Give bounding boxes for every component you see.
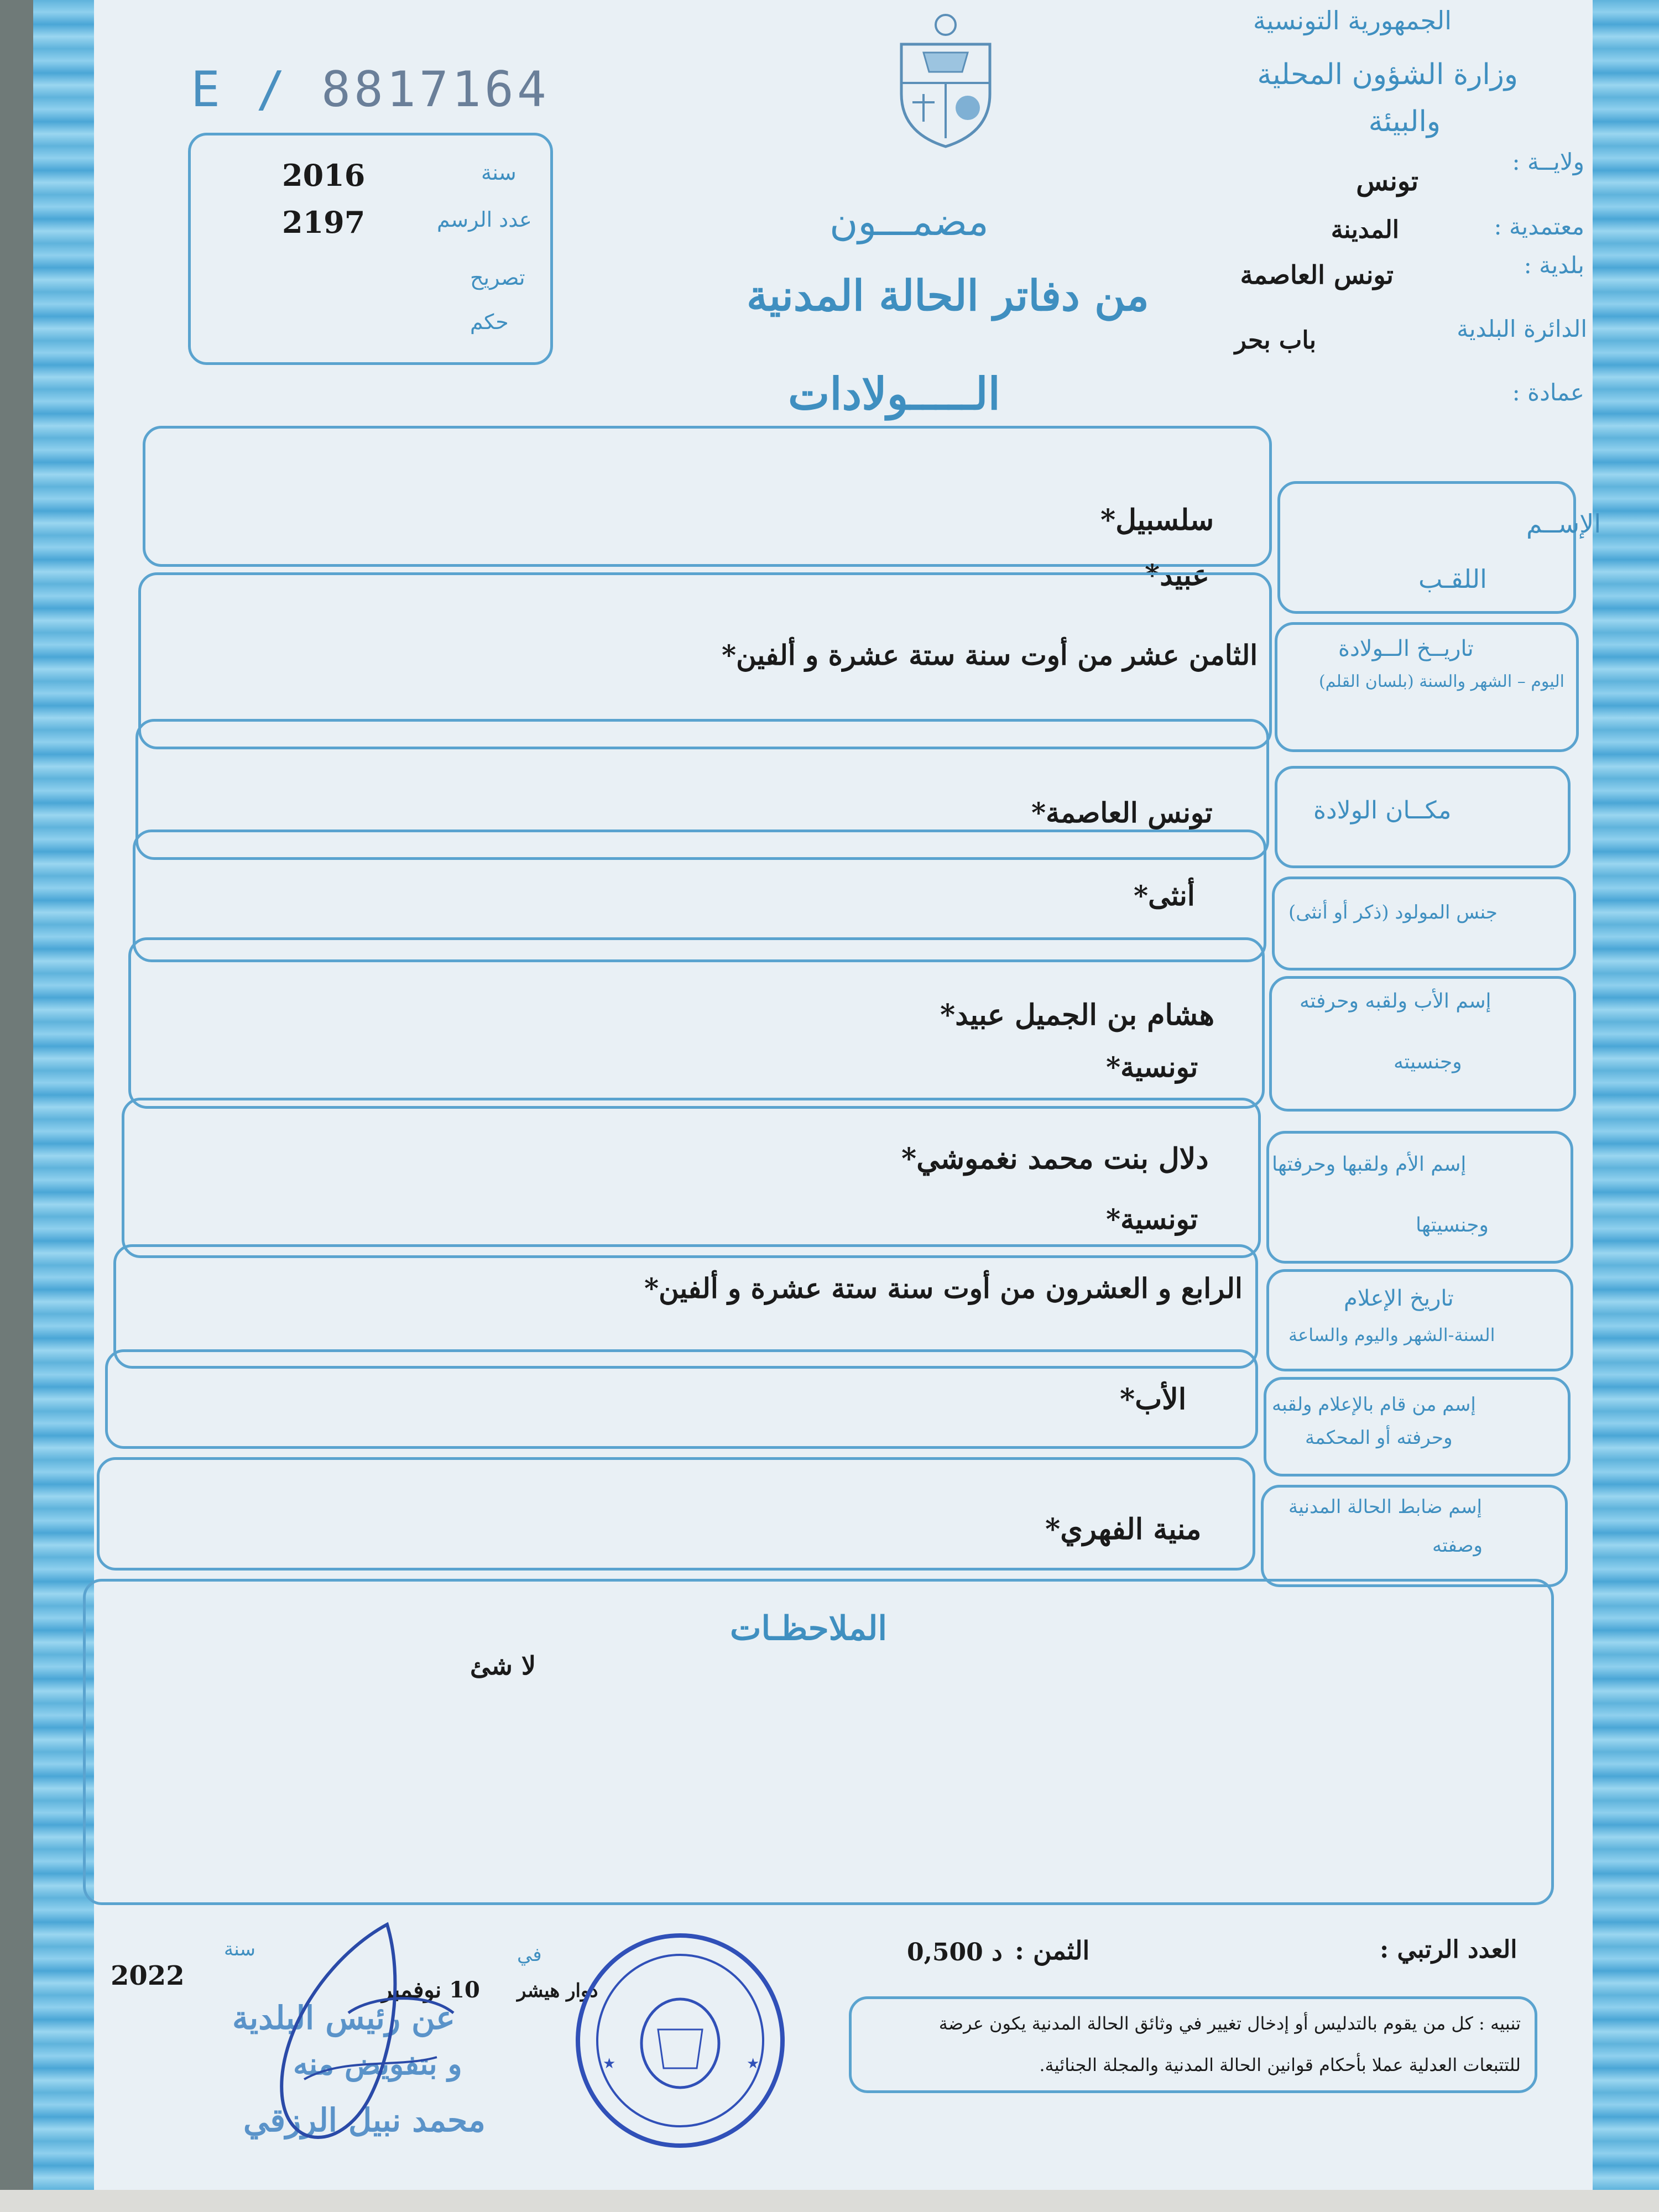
municipal-district-label: الدائرة البلدية bbox=[1457, 315, 1587, 342]
svg-text:★: ★ bbox=[747, 2056, 760, 2072]
republic-label: الجمهورية التونسية bbox=[1253, 6, 1452, 35]
remarks-title: الملاحظـات bbox=[730, 1609, 888, 1648]
officer-label: إسم ضابط الحالة المدنية bbox=[1288, 1496, 1482, 1518]
governorate-label: ولايــة : bbox=[1512, 148, 1584, 175]
father-name-value: هشام بن الجميل عبيد* bbox=[940, 998, 1215, 1032]
declaration-date-label-box bbox=[1266, 1269, 1573, 1371]
first-name-value: سلسبيل* bbox=[1100, 503, 1214, 537]
right-decorative-border bbox=[1593, 0, 1659, 2212]
register-number-value: 2197 bbox=[282, 205, 366, 240]
municipality-label: بلدية : bbox=[1524, 252, 1584, 279]
serial-order-label: العدد الرتبي : bbox=[1380, 1936, 1517, 1964]
day-month-value: 10 نوفمبر bbox=[382, 1977, 480, 2003]
sex-label: جنس المولود (ذكر أو أنثى) bbox=[1288, 901, 1498, 924]
sex-label-box bbox=[1272, 877, 1576, 971]
year-value: 2016 bbox=[282, 158, 366, 193]
table-surface bbox=[0, 2190, 1659, 2212]
father-nationality-value: تونسية* bbox=[1106, 1051, 1198, 1083]
price-value: 0,500 د bbox=[907, 1938, 1003, 1966]
birth-date-sublabel: اليوم – الشهر والسنة (بلسان القلم) bbox=[1319, 672, 1564, 691]
remarks-value: لا شئ bbox=[470, 1651, 536, 1681]
notice-line1: تنبيه : كل من يقوم بالتدليس أو إدخال تغيير في وثائق الحالة المدنية يكون عرضة bbox=[938, 2013, 1521, 2034]
declaration-date-label: تاريخ الإعلام bbox=[1344, 1286, 1454, 1311]
birth-date-value: الثامن عشر من أوت سنة ستة عشرة و ألفين* bbox=[722, 639, 1258, 671]
signer-name: محمد نبيل الرزقي bbox=[243, 2101, 486, 2139]
name-label-box bbox=[1277, 481, 1576, 614]
surname-value: عبيد* bbox=[1145, 559, 1209, 592]
tunisia-coat-of-arms-icon bbox=[890, 11, 1001, 149]
mother-value-box bbox=[122, 1098, 1261, 1258]
father-label: إسم الأب ولقبه وحرفته bbox=[1300, 990, 1491, 1013]
declaration-date-value: الرابع و العشرون من أوت سنة ستة عشرة و ألفين* bbox=[644, 1272, 1243, 1305]
declarant-value-box bbox=[105, 1349, 1258, 1449]
issue-place-value: دوار هيشر bbox=[517, 1980, 598, 2002]
judgment-label: حكم bbox=[470, 310, 509, 334]
signer-title-line2: و بتفويض منه bbox=[293, 2046, 462, 2081]
sector-label: عمادة : bbox=[1512, 379, 1584, 406]
in-label: في bbox=[517, 1944, 542, 1966]
declaration-date-sublabel: السنة-الشهر واليوم والساعة bbox=[1288, 1324, 1495, 1345]
section-title: الـــــولادات bbox=[788, 368, 1000, 420]
municipal-stamp-icon bbox=[570, 1930, 791, 2151]
notice-box bbox=[849, 1996, 1537, 2093]
document-title: مضمـــون bbox=[830, 199, 989, 244]
declarant-sublabel: وحرفته أو المحكمة bbox=[1305, 1427, 1453, 1449]
officer-sublabel: وصفته bbox=[1432, 1535, 1483, 1557]
birth-place-value: تونس العاصمة* bbox=[1031, 796, 1213, 829]
declarant-value: الأب* bbox=[1120, 1383, 1187, 1416]
sex-value: أنثى* bbox=[1134, 879, 1195, 912]
footer-year-value: 2022 bbox=[111, 1960, 185, 1991]
mother-nationality-value: تونسية* bbox=[1106, 1203, 1198, 1235]
officer-value: منية الفهري* bbox=[1045, 1512, 1202, 1546]
handwritten-signature bbox=[260, 1913, 470, 2168]
municipal-district-value: باب بحر bbox=[1234, 326, 1316, 354]
signer-title-line1: عن رئيس البلدية bbox=[232, 1999, 455, 2037]
declarant-label: إسم من قام بالإعلام ولقبه bbox=[1272, 1394, 1476, 1416]
year-label: سنة bbox=[481, 160, 517, 185]
notice-line2: للتتبعات العدلية عملا بأحكام قوانين الحالة المدنية والمجلة الجنائية. bbox=[1039, 2054, 1521, 2075]
serial-number: E / 8817164 bbox=[191, 61, 550, 118]
mother-label: إسم الأم ولقبها وحرفتها bbox=[1272, 1153, 1467, 1176]
birth-date-label: تاريــخ الــولادة bbox=[1338, 636, 1474, 661]
mother-nationality-label: وجنسيتها bbox=[1416, 1214, 1489, 1237]
footer-year-label: سنة bbox=[224, 1938, 255, 1960]
municipality-value: تونس العاصمة bbox=[1240, 260, 1394, 290]
delegation-label: معتمدية : bbox=[1494, 213, 1584, 240]
price-label: الثمن : bbox=[1015, 1936, 1090, 1965]
ministry-label-line2: والبيئة bbox=[1368, 105, 1441, 138]
document-subtitle: من دفاتر الحالة المدنية bbox=[747, 271, 1149, 320]
mother-label-box bbox=[1266, 1131, 1573, 1264]
mother-name-value: دلال بنت محمد نغموشي* bbox=[901, 1142, 1209, 1176]
governorate-value: تونس bbox=[1356, 166, 1418, 197]
register-number-label: عدد الرسم bbox=[437, 207, 532, 232]
declaration-label: تصريح bbox=[470, 265, 525, 290]
svg-text:★: ★ bbox=[603, 2056, 616, 2072]
ministry-label: وزارة الشؤون المحلية bbox=[1257, 58, 1518, 91]
birth-place-label: مكــان الولادة bbox=[1313, 796, 1452, 825]
delegation-value: المدينة bbox=[1331, 216, 1399, 244]
surname-label: اللقـب bbox=[1418, 564, 1487, 594]
father-nationality-label: وجنسيته bbox=[1394, 1051, 1462, 1073]
name-value-box bbox=[143, 426, 1272, 567]
first-name-label: الإســم bbox=[1526, 509, 1601, 539]
